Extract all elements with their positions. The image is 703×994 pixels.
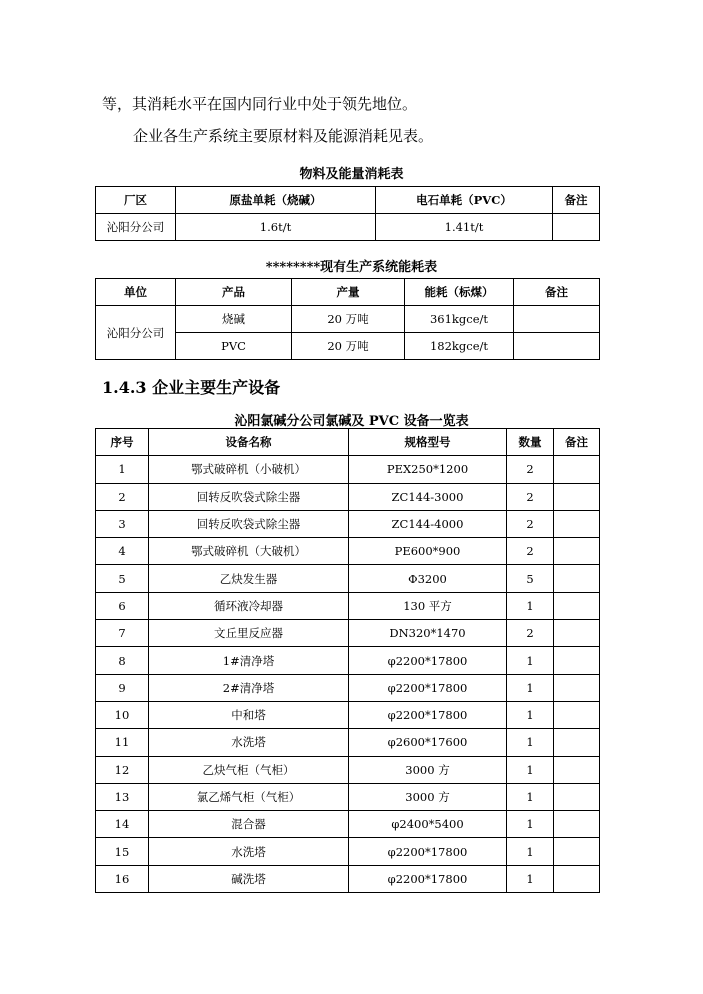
header-cell: 原盐单耗（烧碱） (176, 187, 376, 214)
table-cell: 4 (96, 538, 149, 565)
unit-cell: 沁阳分公司 (96, 306, 176, 360)
table-cell (554, 783, 600, 810)
table-cell (554, 483, 600, 510)
table-cell: 3000 方 (349, 783, 507, 810)
table-cell: 1.41t/t (376, 214, 553, 241)
table-cell: 2 (507, 620, 554, 647)
table-cell: 11 (96, 729, 149, 756)
table-cell: φ2200*17800 (349, 701, 507, 728)
section-heading: 1.4.3 企业主要生产设备 (102, 378, 281, 397)
table-cell: 2 (507, 483, 554, 510)
header-cell: 备注 (553, 187, 600, 214)
header-cell: 序号 (96, 429, 149, 456)
table-cell: 2 (507, 538, 554, 565)
table-header-row (96, 187, 600, 214)
table-cell (554, 565, 600, 592)
table-cell (554, 620, 600, 647)
table-cell: 2 (507, 510, 554, 537)
table-row (96, 729, 600, 756)
table-cell: 1 (507, 838, 554, 865)
header-cell: 单位 (96, 279, 176, 306)
table-cell: 1 (507, 674, 554, 701)
table-row (96, 214, 600, 241)
table-cell: 文丘里反应器 (149, 620, 349, 647)
table-cell: 1 (96, 456, 149, 483)
table2-caption: ********现有生产系统能耗表 (265, 260, 438, 275)
table-cell: 20 万吨 (292, 306, 405, 333)
table-row (96, 538, 600, 565)
table-cell: 182kgce/t (405, 333, 514, 360)
intro-line-1: 等，其消耗水平在国内同行业中处于领先地位。 (102, 95, 418, 113)
table-cell: 14 (96, 811, 149, 838)
table-cell: 1 (507, 701, 554, 728)
header-cell: 规格型号 (349, 429, 507, 456)
table-row (96, 456, 600, 483)
table-cell: 循环液冷却器 (149, 592, 349, 619)
header-cell: 产品 (176, 279, 292, 306)
table-cell: 1 (507, 592, 554, 619)
table-cell: 12 (96, 756, 149, 783)
table-cell (554, 811, 600, 838)
header-cell: 厂区 (96, 187, 176, 214)
table-cell (554, 701, 600, 728)
table-row (96, 620, 600, 647)
table-cell: 混合器 (149, 811, 349, 838)
table-row (96, 674, 600, 701)
energy-consumption-table (95, 278, 600, 360)
header-cell: 电石单耗（PVC） (376, 187, 553, 214)
table-header-row (96, 279, 600, 306)
table-cell: 水洗塔 (149, 729, 349, 756)
table-cell: 中和塔 (149, 701, 349, 728)
table-cell (554, 838, 600, 865)
table-cell: 乙炔气柜（气柜） (149, 756, 349, 783)
table-cell (554, 756, 600, 783)
table-cell (514, 306, 600, 333)
header-cell: 备注 (554, 429, 600, 456)
table-cell (554, 674, 600, 701)
table-cell: 10 (96, 701, 149, 728)
table-row (96, 592, 600, 619)
table-cell: 20 万吨 (292, 333, 405, 360)
table-cell: 鄂式破碎机（小破机） (149, 456, 349, 483)
table-row (96, 647, 600, 674)
table-row (96, 565, 600, 592)
table-cell: 7 (96, 620, 149, 647)
table-cell: 烧碱 (176, 306, 292, 333)
table-row (96, 811, 600, 838)
table-row (96, 483, 600, 510)
table-cell (554, 456, 600, 483)
table-cell: Φ3200 (349, 565, 507, 592)
table-cell: PE600*900 (349, 538, 507, 565)
table-row (96, 306, 600, 333)
table-cell: 碱洗塔 (149, 865, 349, 892)
table-cell: 13 (96, 783, 149, 810)
table-cell: φ2200*17800 (349, 838, 507, 865)
table-cell: 2#清净塔 (149, 674, 349, 701)
table-cell: 1 (507, 811, 554, 838)
table-row (96, 756, 600, 783)
table-cell: 1 (507, 729, 554, 756)
table-cell: 3 (96, 510, 149, 537)
table-cell: 水洗塔 (149, 838, 349, 865)
table-cell: 8 (96, 647, 149, 674)
table-cell: φ2200*17800 (349, 865, 507, 892)
table-cell: φ2400*5400 (349, 811, 507, 838)
table-cell: 1 (507, 865, 554, 892)
table-cell: 鄂式破碎机（大破机） (149, 538, 349, 565)
table-cell: 6 (96, 592, 149, 619)
header-cell: 设备名称 (149, 429, 349, 456)
table-cell (554, 729, 600, 756)
table-cell: 5 (96, 565, 149, 592)
table-cell: 5 (507, 565, 554, 592)
table-cell: 2 (96, 483, 149, 510)
table-cell: 2 (507, 456, 554, 483)
header-cell: 产量 (292, 279, 405, 306)
table-cell (554, 510, 600, 537)
table-cell: 130 平方 (349, 592, 507, 619)
equipment-table (95, 428, 600, 893)
table-cell: 1 (507, 783, 554, 810)
table-cell: 回转反吹袋式除尘器 (149, 510, 349, 537)
table-cell: DN320*1470 (349, 620, 507, 647)
table-cell: 沁阳分公司 (96, 214, 176, 241)
table-cell: ZC144-3000 (349, 483, 507, 510)
table-cell: 1#清净塔 (149, 647, 349, 674)
table-cell: φ2200*17800 (349, 647, 507, 674)
table-cell (554, 647, 600, 674)
material-energy-table (95, 186, 600, 241)
table-cell (554, 865, 600, 892)
table-cell: 15 (96, 838, 149, 865)
table-cell (554, 538, 600, 565)
table-cell: 1 (507, 756, 554, 783)
table-cell: PEX250*1200 (349, 456, 507, 483)
table-cell: ZC144-4000 (349, 510, 507, 537)
table-row (96, 701, 600, 728)
table-cell (553, 214, 600, 241)
table-cell: 回转反吹袋式除尘器 (149, 483, 349, 510)
table1-caption: 物料及能量消耗表 (299, 167, 404, 182)
table-cell: 氯乙烯气柜（气柜） (149, 783, 349, 810)
table-cell: φ2600*17600 (349, 729, 507, 756)
table-cell: 16 (96, 865, 149, 892)
header-cell: 数量 (507, 429, 554, 456)
table-cell: 9 (96, 674, 149, 701)
table-header-row (96, 429, 600, 456)
intro-line-2: 企业各生产系统主要原材料及能源消耗见表。 (133, 127, 434, 145)
table-cell: 1 (507, 647, 554, 674)
table-cell (514, 333, 600, 360)
table3-caption: 沁阳氯碱分公司氯碱及 PVC 设备一览表 (234, 414, 469, 429)
table-cell: φ2200*17800 (349, 674, 507, 701)
table-cell: 3000 方 (349, 756, 507, 783)
table-row (96, 838, 600, 865)
table-cell: PVC (176, 333, 292, 360)
header-cell: 备注 (514, 279, 600, 306)
table-cell (554, 592, 600, 619)
header-cell: 能耗（标煤） (405, 279, 514, 306)
table-row (96, 783, 600, 810)
table-cell: 1.6t/t (176, 214, 376, 241)
table-row (96, 510, 600, 537)
table-cell: 乙炔发生器 (149, 565, 349, 592)
table-row (96, 865, 600, 892)
table-cell: 361kgce/t (405, 306, 514, 333)
